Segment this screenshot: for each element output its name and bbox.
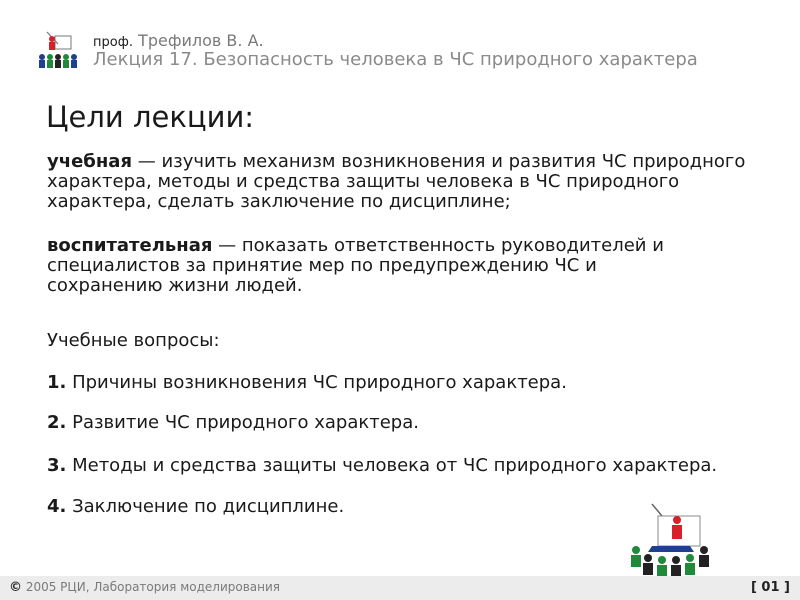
goal-term: учебная: [47, 151, 133, 172]
question-item: [47, 412, 419, 433]
question-text: Развитие ЧС природного характера.: [66, 412, 419, 433]
question-item: [47, 372, 567, 393]
question-item: [47, 496, 344, 517]
footer-bar: [0, 576, 800, 600]
question-number: 3.: [47, 455, 67, 476]
question-number: 1.: [47, 372, 67, 393]
author-name: Трефилов В. А.: [138, 31, 264, 50]
copyright-text: 2005 РЦИ, Лаборатория моделирования: [22, 580, 280, 594]
goal-upbringing: [47, 236, 687, 296]
footer-copyright: [9, 580, 280, 595]
questions-heading: Учебные вопросы:: [47, 330, 220, 351]
question-number: 2.: [47, 412, 67, 433]
copyright-symbol: ©: [9, 580, 22, 595]
author-line: [93, 31, 264, 50]
question-item: [47, 455, 717, 476]
lecture-title: Лекция 17. Безопасность человека в ЧС природного характера: [93, 49, 698, 70]
lecturer-audience-icon: [628, 500, 714, 580]
lecturer-audience-icon: [38, 30, 80, 70]
goal-educational: [47, 152, 777, 212]
goal-text: — показать ответственность руководителей и специалистов за принятие мер по предупреждению ЧС и сохранению жизни людей.: [47, 235, 664, 296]
author-prefix: проф.: [93, 35, 133, 50]
page-title: Цели лекции:: [46, 100, 255, 134]
page-number: [ 01 ]: [750, 580, 790, 595]
question-text: Заключение по дисциплине.: [66, 496, 345, 517]
question-number: 4.: [47, 496, 67, 517]
question-text: Причины возникновения ЧС природного характера.: [66, 372, 567, 393]
goal-term: воспитательная: [47, 235, 213, 256]
goal-text: — изучить механизм возникновения и развития ЧС природного характера, методы и средства защиты человека в ЧС природного характера, сделать заключение по дисциплине;: [47, 151, 746, 212]
question-text: Методы и средства защиты человека от ЧС природного характера.: [66, 455, 718, 476]
